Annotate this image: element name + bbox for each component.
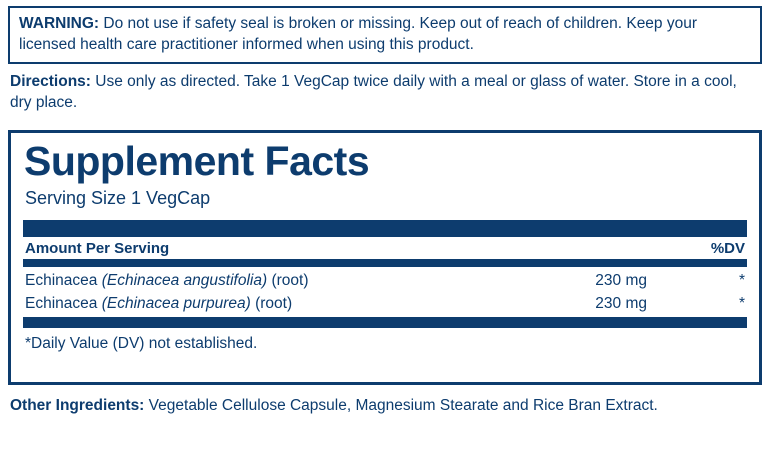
ingredient-dv: *: [738, 271, 745, 289]
rule-bottom: [23, 317, 747, 328]
ingredient-part: (root): [267, 271, 309, 289]
supplement-facts-panel: [8, 130, 762, 385]
ingredient-amount: 230 mg: [595, 271, 647, 289]
rule-thick-top: [23, 220, 747, 237]
directions-label: Directions:: [10, 73, 91, 90]
other-ingredients-block: [10, 396, 762, 417]
directions-body: Use only as directed. Take 1 VegCap twice daily with a meal or glass of water. Store in a cool, dry place.: [10, 73, 737, 111]
warning-body: Do not use if safety seal is broken or missing. Keep out of reach of children. Keep your licensed health care practitioner informed when using this product.: [19, 15, 698, 53]
amount-per-serving-label: Amount Per Serving: [25, 239, 170, 257]
supplement-facts-title: Supplement Facts: [24, 138, 370, 184]
directions-block: [10, 72, 762, 113]
ingredient-row: [25, 272, 745, 290]
amount-per-serving-row: [25, 240, 745, 257]
ingredient-name-prefix: Echinacea: [25, 294, 102, 312]
ingredient-dv: *: [738, 294, 745, 312]
daily-value-footnote: *Daily Value (DV) not established.: [25, 334, 258, 352]
ingredient-row: [25, 295, 745, 313]
daily-value-header: %DV: [710, 239, 745, 257]
ingredient-name: [25, 295, 292, 313]
warning-label: WARNING:: [19, 15, 100, 32]
ingredient-name-prefix: Echinacea: [25, 271, 102, 289]
other-ingredients-body: Vegetable Cellulose Capsule, Magnesium Stearate and Rice Bran Extract.: [144, 397, 658, 414]
ingredient-part: (root): [250, 294, 293, 312]
rule-thin-under-header: [23, 259, 747, 267]
other-ingredients-label: Other Ingredients:: [10, 397, 145, 414]
warning-text: [19, 14, 751, 55]
serving-size: Serving Size 1 VegCap: [25, 188, 211, 208]
ingredient-amount: 230 mg: [595, 294, 647, 312]
ingredient-latin-name: (Echinacea purpurea): [101, 294, 251, 312]
ingredient-name: [25, 272, 308, 290]
warning-box: [8, 6, 762, 64]
ingredient-latin-name: (Echinacea angustifolia): [101, 271, 268, 289]
